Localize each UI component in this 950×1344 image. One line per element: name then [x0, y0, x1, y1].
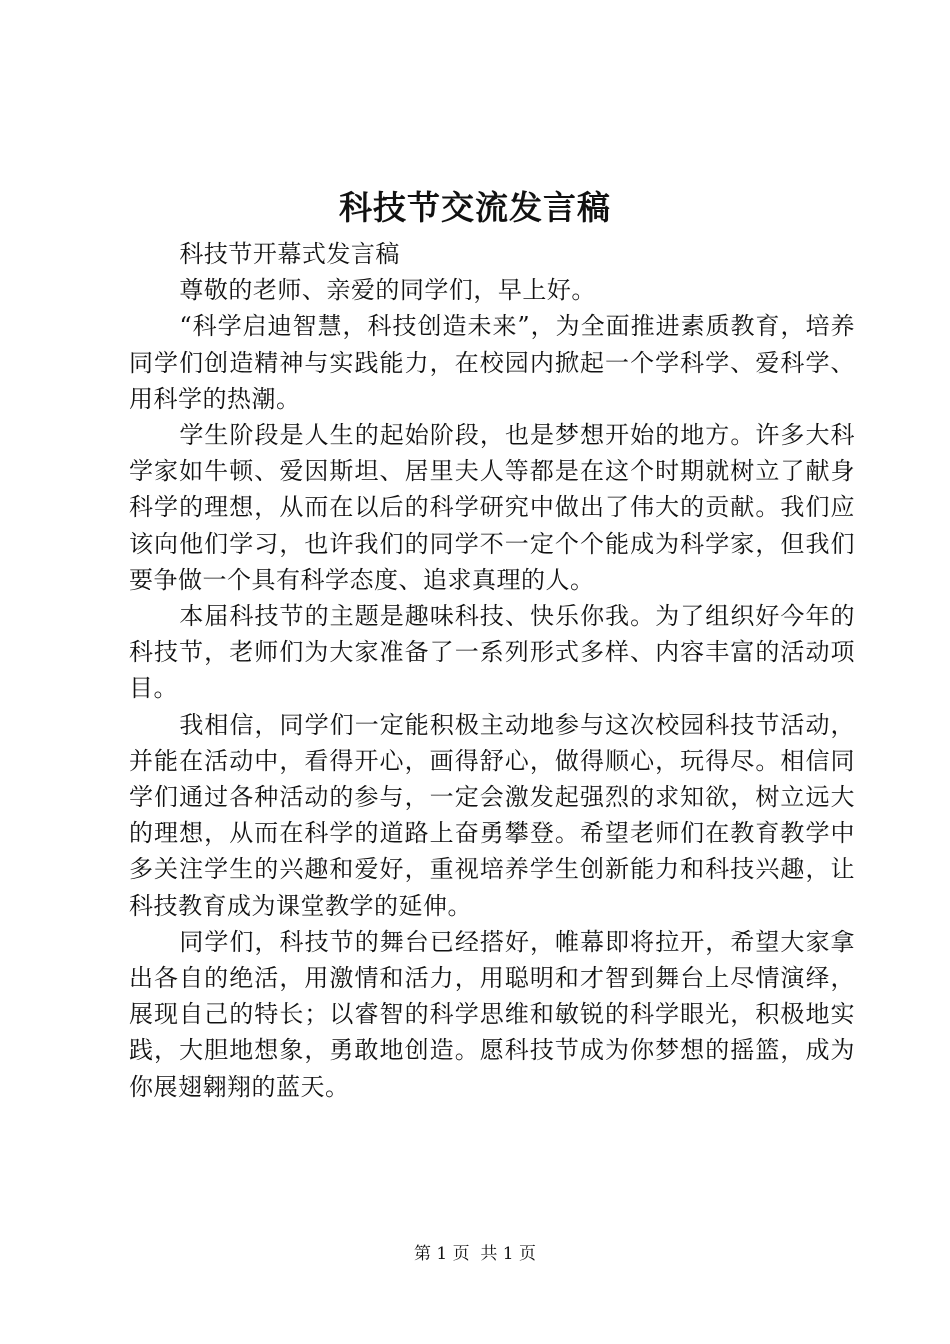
page-total: 共 1 页: [480, 1244, 537, 1264]
paragraph-greeting: 尊敬的老师、亲爱的同学们，早上好。: [179, 276, 596, 305]
page-number: 第 1 页: [413, 1244, 470, 1264]
document-title: 科技节交流发言稿: [339, 188, 611, 227]
paragraph-subtitle: 科技节开幕式发言稿: [179, 240, 400, 268]
document-body: [129, 236, 855, 1105]
page-footer: [0, 1243, 950, 1265]
paragraph: 我相信，同学们一定能积极主动地参与这次校园科技节活动，并能在活动中，看得开心，画得舒心，做得顺心，玩得尽。相信同学们通过各种活动的参与，一定会激发起强烈的求知欲，树立远大的理想，从而在科学的道路上奋勇攀登。希望老师们在教育教学中多关注学生的兴趣和爱好，重视培养学生创新能力和科技兴趣，让科技教育成为课堂教学的延伸。: [129, 710, 855, 920]
paragraph: “科学启迪智慧，科技创造未来”，为全面推进素质教育，培养同学们创造精神与实践能力，在校园内掀起一个学科学、爱科学、用科学的热潮。: [129, 312, 855, 413]
paragraph: 同学们，科技节的舞台已经搭好，帷幕即将拉开，希望大家拿出各自的绝活，用激情和活力，用聪明和才智到舞台上尽情演绎，展现自己的特长；以睿智的科学思维和敏锐的科学眼光，积极地实践，大胆地想象，勇敢地创造。愿科技节成为你梦想的摇篮，成为你展翅翱翔的蓝天。: [129, 927, 855, 1101]
paragraph: 学生阶段是人生的起始阶段，也是梦想开始的地方。许多大科学家如牛顿、爱因斯坦、居里夫人等都是在这个时期就树立了献身科学的理想，从而在以后的科学研究中做出了伟大的贡献。我们应该向他们学习，也许我们的同学不一定个个能成为科学家，但我们要争做一个具有科学态度、追求真理的人。: [129, 421, 855, 594]
paragraph: 本届科技节的主题是趣味科技、快乐你我。为了组织好今年的科技节，老师们为大家准备了一系列形式多样、内容丰富的活动项目。: [129, 602, 855, 703]
